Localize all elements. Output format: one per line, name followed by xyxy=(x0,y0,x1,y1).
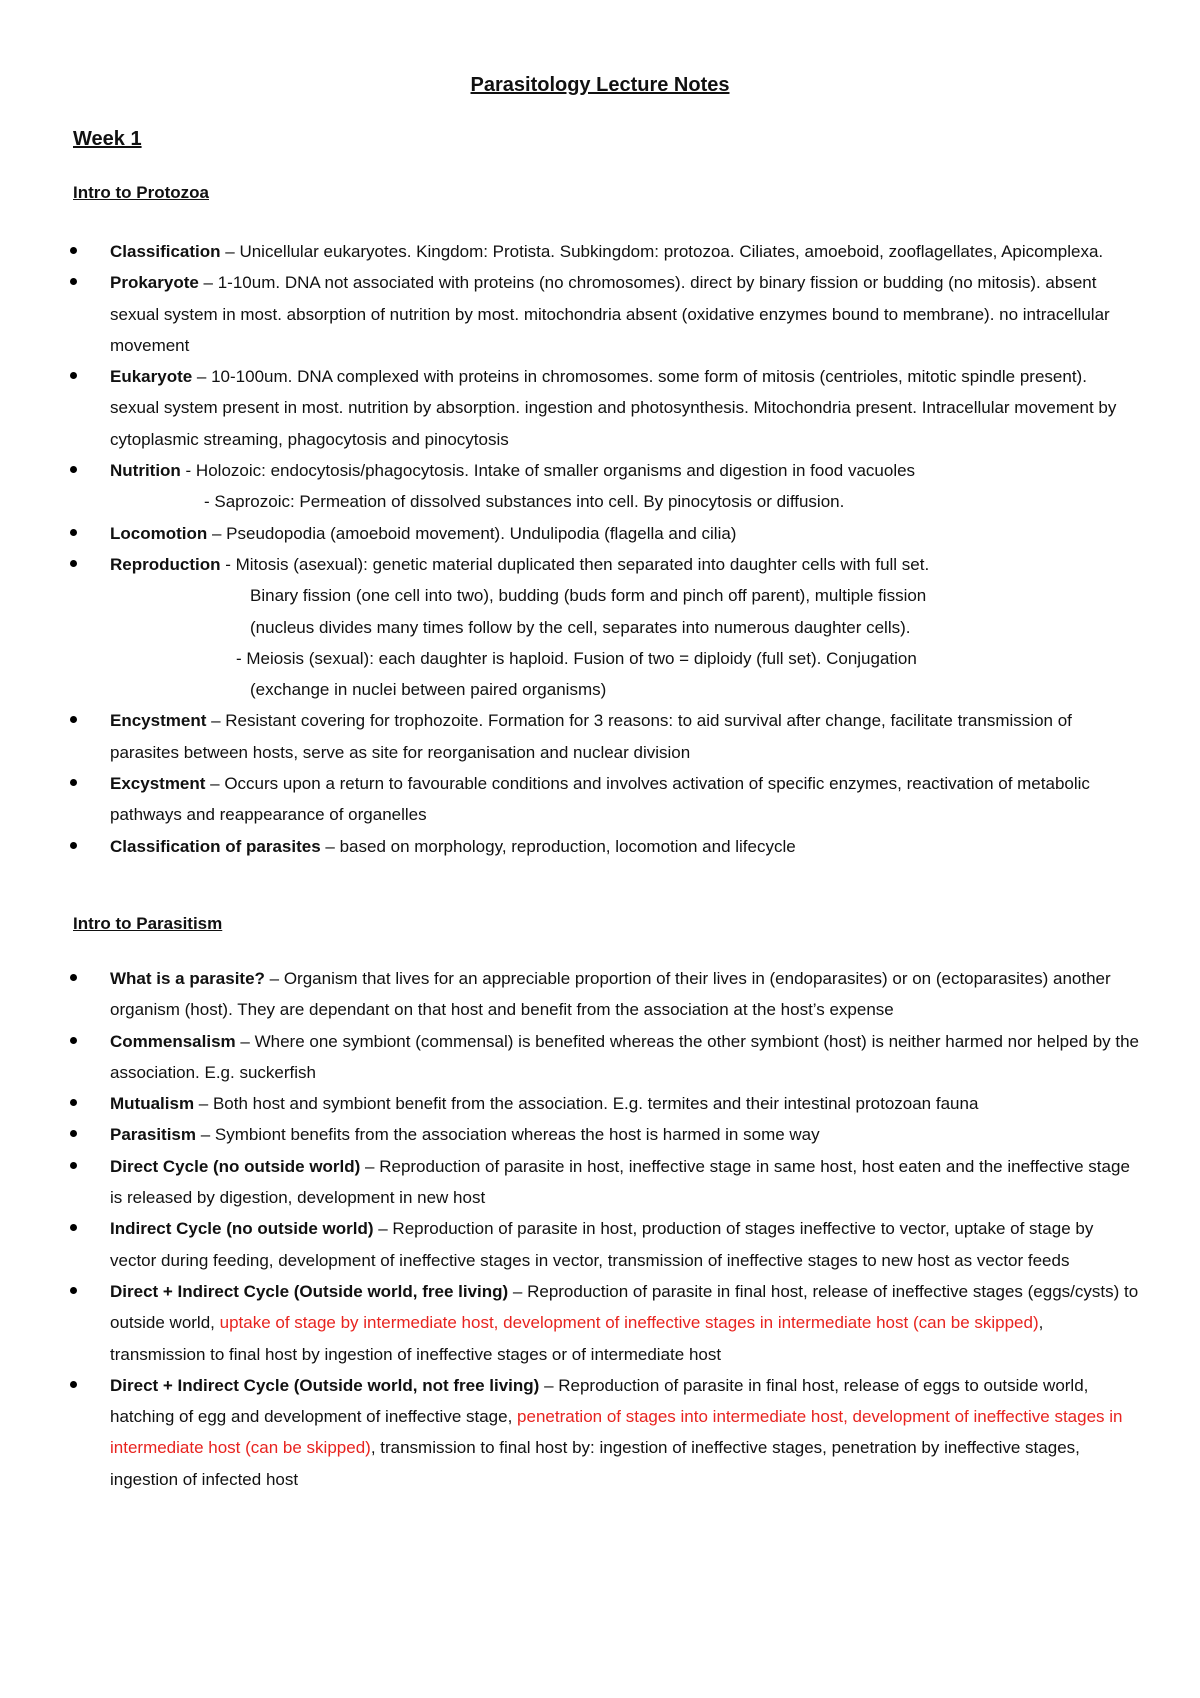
bullet-icon xyxy=(70,1287,77,1294)
highlighted-text: uptake of stage by intermediate host, development of ineffective stages in intermediate host (can be skipped) xyxy=(219,1313,1039,1333)
term: Parasitism xyxy=(110,1125,196,1145)
bullet-icon xyxy=(70,247,77,254)
bullet-icon xyxy=(70,1224,77,1231)
term: Eukaryote xyxy=(110,367,193,387)
list-item xyxy=(0,831,1200,862)
list-item xyxy=(0,963,1200,1026)
term: Nutrition xyxy=(110,461,181,481)
definition: – Reproduction of parasite in final host, release of eggs to outside world, hatching of egg and development of ineffective stage, xyxy=(110,1375,1089,1427)
definition: – Pseudopodia (amoeboid movement). Undulipodia (flagella and cilia) xyxy=(207,523,737,543)
definition: - Holozoic: endocytosis/phagocytosis. Intake of smaller organisms and digestion in food vacuoles xyxy=(180,461,916,481)
bullet-icon xyxy=(70,1099,77,1106)
definition: – Reproduction of parasite in host, production of stages ineffective to vector, uptake of stage by vector during feeding, development of ineffective stages in vector, transmission of ineffective stages to new host as vector feeds xyxy=(110,1219,1094,1270)
definition: – 10-100um. DNA complexed with proteins in chromosomes. some form of mitosis (centrioles, mitotic spindle present). sexual system present in most. nutrition by absorption. ingestion and photosynthesis. Mitochondria present. Intracellular movement by cytoplasmic streaming, phagocytosis and pinocytosis xyxy=(110,367,1117,449)
bullet-icon xyxy=(70,529,77,536)
definition: – Unicellular eukaryotes. Kingdom: Protista. Subkingdom: protozoa. Ciliates, amoeboid, zooflagellates, Apicomplexa. xyxy=(220,242,1104,261)
list-item xyxy=(0,267,1200,361)
term: What is a parasite? xyxy=(110,969,265,988)
bullet-icon xyxy=(70,842,77,849)
list-item xyxy=(0,518,1200,549)
parasitism-list xyxy=(0,963,1200,1495)
list-item xyxy=(0,1276,1200,1370)
term: Direct Cycle (no outside world) xyxy=(110,1156,361,1176)
list-item xyxy=(0,549,1200,705)
term: Encystment xyxy=(110,711,207,731)
definition: – Organism that lives for an appreciable proportion of their lives in (endoparasites) or on (ectoparasites) another organism (host). They are dependant on that host and benefit from the association at the host’s expense xyxy=(110,969,1111,1020)
list-item xyxy=(0,1026,1200,1089)
bullet-icon xyxy=(70,278,77,285)
definition: – Occurs upon a return to favourable conditions and involves activation of specific enzymes, reactivation of metabolic pathways and reappearance of organelles xyxy=(110,774,1090,825)
term: Classification of parasites xyxy=(110,836,321,856)
term: Direct + Indirect Cycle (Outside world, free living) xyxy=(110,1281,509,1301)
list-item xyxy=(0,1119,1200,1150)
protozoa-list xyxy=(0,236,1200,862)
bullet-icon xyxy=(70,974,77,981)
term: Commensalism xyxy=(110,1031,236,1051)
continuation-line: - Saprozoic: Permeation of dissolved substances into cell. By pinocytosis or diffusion. xyxy=(204,492,845,512)
list-item xyxy=(0,455,1200,518)
term: Prokaryote xyxy=(110,273,199,293)
bullet-icon xyxy=(70,1037,77,1044)
list-item xyxy=(0,236,1200,267)
bullet-icon xyxy=(70,372,77,379)
term: Excystment xyxy=(110,774,206,794)
definition: – Resistant covering for trophozoite. Formation for 3 reasons: to aid survival after change, facilitate transmission of parasites between hosts, serve as site for reorganisation and nuclear division xyxy=(110,711,1072,762)
definition: – Reproduction of parasite in host, ineffective stage in same host, host eaten and the ineffective stage is released by digestion, development in new host xyxy=(110,1156,1130,1208)
definition: – Symbiont benefits from the association whereas the host is harmed in some way xyxy=(196,1125,820,1145)
continuation-line: Binary fission (one cell into two), budding (buds form and pinch off parent), multiple fission xyxy=(250,586,927,606)
definition: – 1-10um. DNA not associated with proteins (no chromosomes). direct by binary fission or budding (no mitosis). absent sexual system in most. absorption of nutrition by most. mitochondria absent (oxidative enzymes bound to membrane). no intracellular movement xyxy=(110,273,1110,355)
term: Direct + Indirect Cycle (Outside world, not free living) xyxy=(110,1375,540,1395)
definition: – Where one symbiont (commensal) is benefited whereas the other symbiont (host) is neither harmed nor helped by the association. E.g. suckerfish xyxy=(110,1031,1140,1082)
term: Classification xyxy=(110,242,221,261)
list-item xyxy=(0,361,1200,455)
bullet-icon xyxy=(70,560,77,567)
week-heading: Week 1 xyxy=(73,128,142,150)
bullet-icon xyxy=(70,466,77,473)
bullet-icon xyxy=(70,716,77,723)
highlighted-text: penetration of stages into intermediate host, development of ineffective stages in intermediate host (can be skipped) xyxy=(110,1407,1123,1458)
bullet-icon xyxy=(70,779,77,786)
continuation-line: - Meiosis (sexual): each daughter is haploid. Fusion of two = diploidy (full set). Conjugation xyxy=(236,648,917,668)
list-item xyxy=(0,1088,1200,1119)
section-heading-parasitism: Intro to Parasitism xyxy=(73,914,223,933)
continuation-line: (nucleus divides many times follow by the cell, separates into numerous daughter cells). xyxy=(250,617,911,637)
bullet-icon xyxy=(70,1381,77,1388)
section-heading-protozoa: Intro to Protozoa xyxy=(73,183,209,202)
definition: – Reproduction of parasite in final host, release of ineffective stages (eggs/cysts) to outside world, xyxy=(110,1281,1139,1333)
definition-continued: , transmission to final host by ingestion of ineffective stages or of intermediate host xyxy=(110,1313,1044,1364)
document-title: Parasitology Lecture Notes xyxy=(470,74,730,96)
list-item xyxy=(0,705,1200,768)
bullet-icon xyxy=(70,1162,77,1169)
list-item xyxy=(0,1213,1200,1276)
list-item xyxy=(0,1370,1200,1495)
list-item xyxy=(0,1151,1200,1214)
bullet-icon xyxy=(70,1130,77,1137)
term: Reproduction xyxy=(110,554,221,574)
term: Mutualism xyxy=(110,1094,195,1114)
definition: - Mitosis (asexual): genetic material duplicated then separated into daughter cells with full set. xyxy=(220,554,930,574)
term: Indirect Cycle (no outside world) xyxy=(110,1219,374,1239)
definition-continued: , transmission to final host by: ingestion of ineffective stages, penetration by ineffective stages, ingestion of infected host xyxy=(110,1438,1080,1489)
continuation-line: (exchange in nuclei between paired organisms) xyxy=(250,680,607,700)
definition: – Both host and symbiont benefit from the association. E.g. termites and their intestinal protozoan fauna xyxy=(194,1094,979,1114)
term: Locomotion xyxy=(110,523,208,543)
definition: – based on morphology, reproduction, locomotion and lifecycle xyxy=(320,836,796,856)
list-item xyxy=(0,768,1200,831)
